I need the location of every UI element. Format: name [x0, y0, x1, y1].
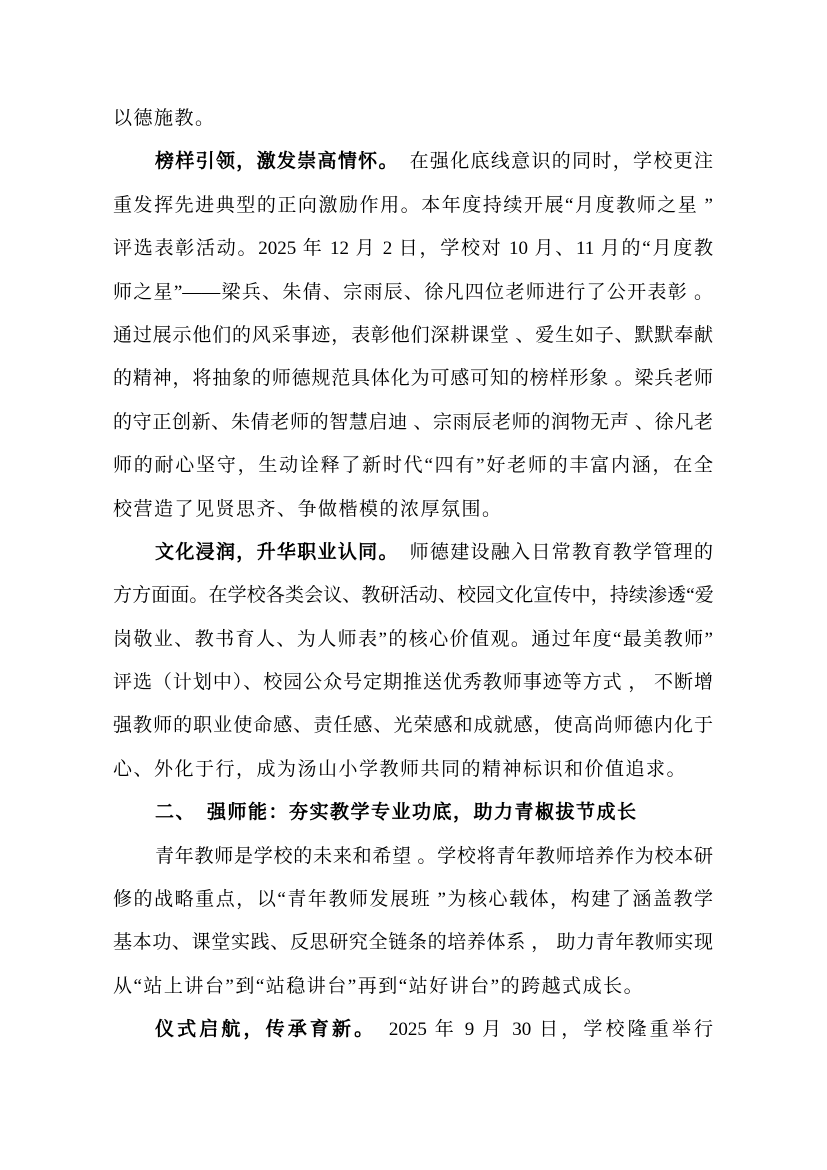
bold-text-run: 文化浸润，升华职业认同。: [155, 541, 390, 563]
text-line-15: [113, 704, 713, 747]
text-line-8: [113, 401, 713, 444]
text-run: 修的战略重点，以“青年教师发展班 ”为核心载体，构建了涵盖教学: [113, 889, 713, 911]
text-run: 校营造了见贤思齐、争做楷模的浓厚氛围。: [113, 498, 503, 520]
text-line-7: [113, 357, 713, 400]
text-run: 从“站上讲台”到“站稳讲台”再到“站好讲台”的跨越式成长。: [113, 975, 645, 997]
text-run: 师的耐心坚守，生动诠释了新时代“四有”好老师的丰富内涵，在全: [113, 455, 713, 477]
text-run: 方方面面。在学校各类会议、教研活动、校园文化宣传中，持续渗透“爱: [113, 585, 713, 607]
text-line-2: [113, 140, 713, 183]
text-run: 的精神，将抽象的师德规范具体化为可感可知的榜样形象 。梁兵老师: [113, 368, 713, 390]
text-run: 基本功、课堂实践、反思研究全链条的培养体系 ， 助力青年教师实现: [113, 932, 713, 954]
text-run: 岗敬业、教书育人、为人师表”的核心价值观。通过年度“最美教师”: [113, 628, 713, 650]
bold-text-run: 仪式启航，传承育新。: [155, 1019, 367, 1041]
text-run: 2025 年 9 月 30 日，学校隆重举行: [366, 1019, 713, 1041]
text-run: 师德建设融入日常教育教学管理的: [389, 541, 713, 563]
text-line-6: [113, 314, 713, 357]
text-run: 强教师的职业使命感、责任感、光荣感和成就感，使高尚师德内化于: [113, 715, 713, 737]
text-line-1: [113, 97, 713, 140]
text-run: 重发挥先进典型的正向激励作用。本年度持续开展“月度教师之星 ”: [113, 194, 713, 216]
text-line-13: [113, 618, 713, 661]
text-line-12: [113, 574, 713, 617]
text-line-9: [113, 444, 713, 487]
text-line-3: [113, 184, 713, 227]
bold-text-run: 榜样引领，激发崇高情怀。: [155, 151, 390, 173]
text-run: 以德施教。: [113, 108, 216, 129]
bold-text-run: 二、 强师能：夯实教学专业功底，助力青椒拔节成长: [155, 802, 638, 824]
text-line-16: [113, 748, 713, 791]
text-line-11: [113, 531, 713, 574]
text-line-22: [113, 1008, 713, 1051]
text-run: 青年教师是学校的未来和希望 。学校将青年教师培养作为校本研: [155, 845, 713, 867]
text-line-5: [113, 271, 713, 314]
text-line-18: [113, 835, 713, 878]
text-line-17: [113, 791, 713, 834]
text-run: 的守正创新、朱倩老师的智慧启迪 、宗雨辰老师的润物无声 、徐凡老: [113, 411, 713, 433]
document-body: [113, 97, 713, 1052]
text-line-19: [113, 878, 713, 921]
text-line-10: [113, 488, 713, 531]
text-line-4: [113, 227, 713, 270]
text-line-14: [113, 661, 713, 704]
text-run: 评选（计划中）、校园公众号定期推送优秀教师事迹等方式 ， 不断增: [113, 672, 713, 694]
text-run: 在强化底线意识的同时，学校更注: [389, 151, 713, 173]
text-run: 师之星”——梁兵、朱倩、宗雨辰、徐凡四位老师进行了公开表彰 。: [113, 281, 713, 303]
text-run: 评选表彰活动。2025 年 12 月 2 日，学校对 10 月、11 月的“月度教: [113, 238, 713, 260]
text-run: 通过展示他们的风采事迹，表彰他们深耕课堂 、爱生如子、默默奉献: [113, 324, 713, 346]
text-line-20: [113, 921, 713, 964]
text-line-21: [113, 965, 713, 1008]
text-run: 心、外化于行，成为汤山小学教师共同的精神标识和价值追求。: [113, 758, 688, 780]
